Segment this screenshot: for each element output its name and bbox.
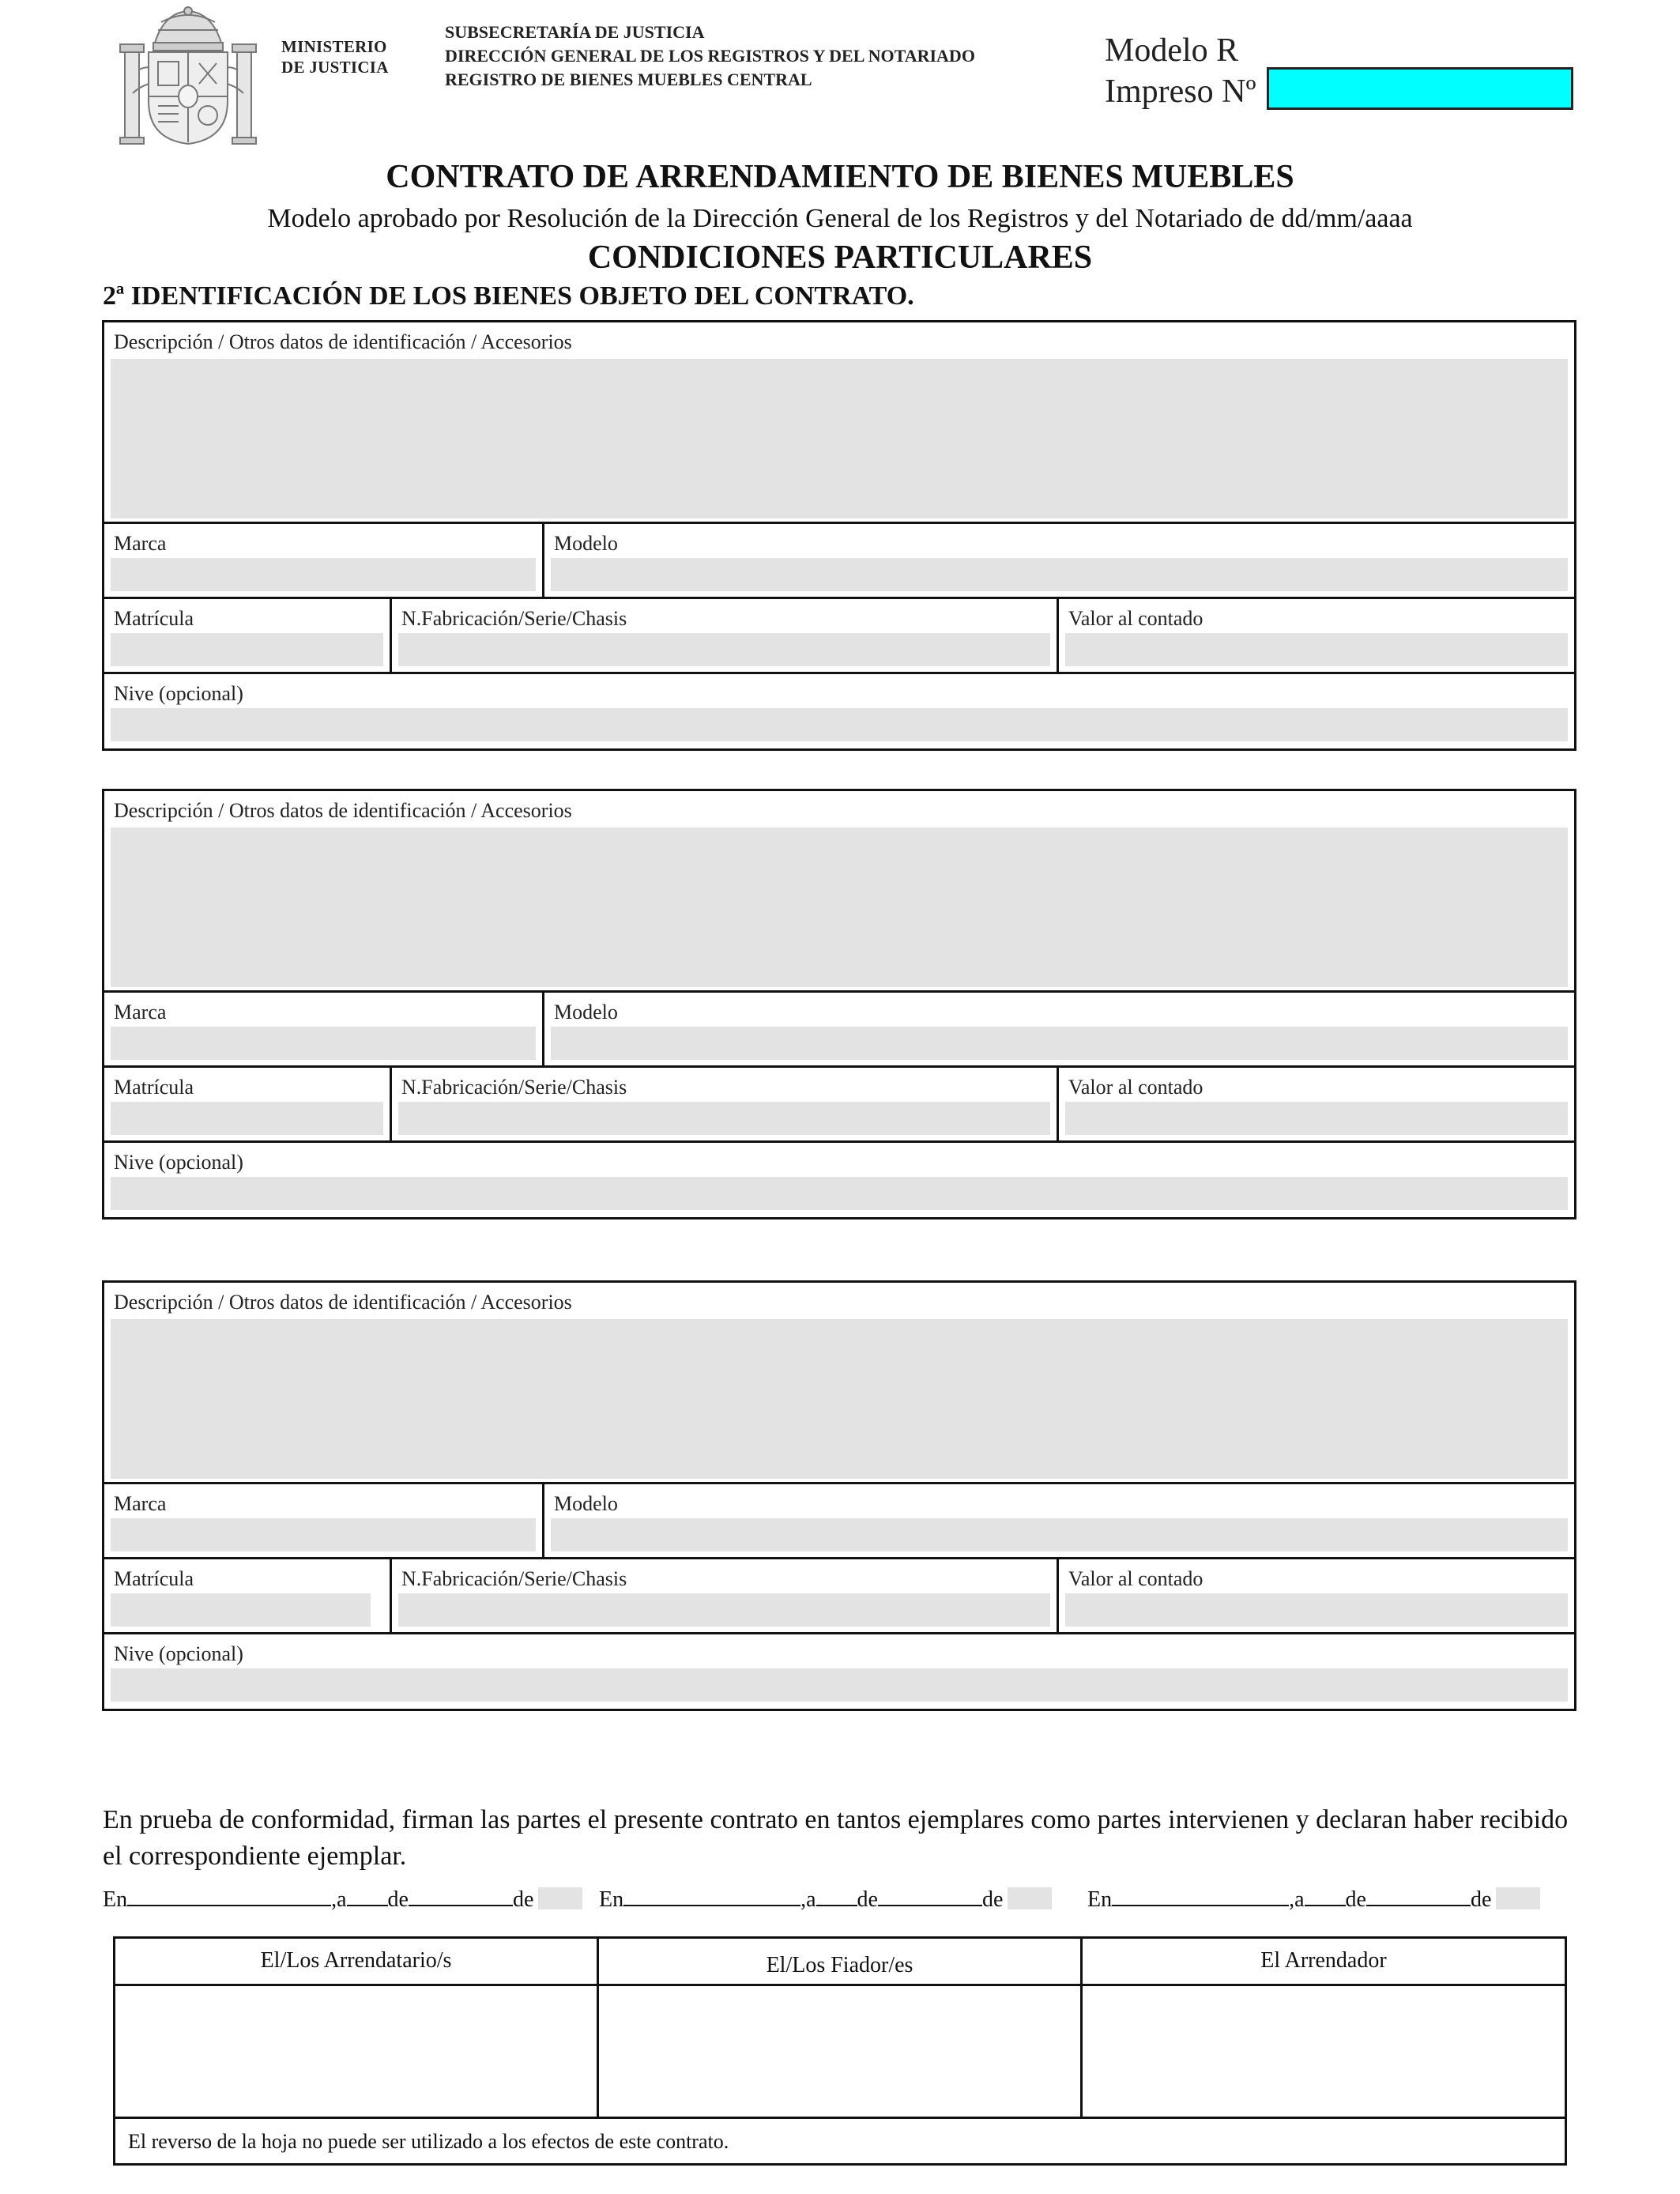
model-field[interactable] bbox=[551, 1518, 1568, 1551]
model-info bbox=[1105, 30, 1256, 112]
description-label: Descripción / Otros datos de identificación / Accesorios bbox=[114, 330, 572, 353]
model-field[interactable] bbox=[551, 1027, 1568, 1060]
plate-field[interactable] bbox=[111, 1102, 383, 1135]
month-field[interactable] bbox=[878, 1886, 982, 1906]
serial-field[interactable] bbox=[398, 1102, 1050, 1135]
day-field[interactable] bbox=[347, 1886, 388, 1906]
plate-label: Matrícula bbox=[114, 1567, 194, 1590]
department-line-3: REGISTRO DE BIENES MUEBLES CENTRAL bbox=[445, 70, 812, 89]
brand-cell bbox=[104, 524, 544, 597]
nive-row bbox=[104, 674, 1574, 749]
plate-field[interactable] bbox=[111, 1593, 371, 1627]
de-label: de bbox=[857, 1887, 878, 1912]
description-field[interactable] bbox=[111, 359, 1568, 518]
guarantor-signature-field[interactable] bbox=[599, 1986, 1083, 2117]
lessor-signature-field[interactable] bbox=[1083, 1986, 1565, 2117]
place-date-line-1 bbox=[103, 1886, 582, 1913]
document-title: CONTRATO DE ARRENDAMIENTO DE BIENES MUEBLES bbox=[386, 159, 1294, 195]
plate-cell bbox=[104, 599, 392, 672]
year-field[interactable] bbox=[1496, 1887, 1540, 1909]
asset-box-2 bbox=[102, 789, 1576, 1220]
brand-label: Marca bbox=[114, 532, 167, 555]
description-label: Descripción / Otros datos de identificación / Accesorios bbox=[114, 799, 572, 822]
value-cell bbox=[1059, 1559, 1574, 1632]
place-field[interactable] bbox=[623, 1886, 800, 1906]
serial-field[interactable] bbox=[398, 633, 1050, 666]
ministry-name bbox=[281, 36, 389, 77]
month-field[interactable] bbox=[1366, 1886, 1471, 1906]
de-label: de bbox=[512, 1887, 534, 1912]
brand-field[interactable] bbox=[111, 558, 536, 591]
a-label: ,a bbox=[331, 1887, 347, 1912]
registration-row bbox=[104, 1559, 1574, 1634]
model-cell bbox=[544, 1484, 1574, 1557]
value-field[interactable] bbox=[1065, 633, 1568, 666]
model-cell bbox=[544, 524, 1574, 597]
section-title: 2ª IDENTIFICACIÓN DE LOS BIENES OBJETO DEL CONTRATO. bbox=[103, 281, 914, 311]
brand-model-row bbox=[104, 993, 1574, 1068]
en-label: En bbox=[1087, 1887, 1113, 1912]
ministry-line-2: DE JUSTICIA bbox=[281, 58, 389, 77]
plate-cell bbox=[104, 1559, 392, 1632]
value-label: Valor al contado bbox=[1068, 1567, 1203, 1590]
nive-row bbox=[104, 1143, 1574, 1218]
registration-row bbox=[104, 1068, 1574, 1143]
serial-cell bbox=[392, 1559, 1059, 1632]
nive-label: Nive (opcional) bbox=[114, 1642, 243, 1665]
en-label: En bbox=[599, 1887, 624, 1912]
plate-label: Matrícula bbox=[114, 1076, 194, 1099]
reverse-notice: El reverso de la hoja no puede ser utilizado a los efectos de este contrato. bbox=[128, 2130, 729, 2153]
brand-cell bbox=[104, 993, 544, 1065]
value-field[interactable] bbox=[1065, 1102, 1568, 1135]
description-row bbox=[104, 791, 1574, 993]
coat-of-arms-logo bbox=[117, 6, 259, 147]
value-label: Valor al contado bbox=[1068, 1076, 1203, 1099]
nive-field[interactable] bbox=[111, 1668, 1568, 1702]
plate-label: Matrícula bbox=[114, 607, 194, 630]
value-field[interactable] bbox=[1065, 1593, 1568, 1627]
description-field[interactable] bbox=[111, 827, 1568, 987]
day-field[interactable] bbox=[816, 1886, 857, 1906]
value-cell bbox=[1059, 599, 1574, 672]
model-label: Modelo bbox=[554, 1001, 618, 1023]
description-row bbox=[104, 1283, 1574, 1484]
nive-label: Nive (opcional) bbox=[114, 1151, 243, 1174]
value-cell bbox=[1059, 1068, 1574, 1140]
conditions-title: CONDICIONES PARTICULARES bbox=[587, 239, 1093, 276]
signature-header bbox=[115, 1939, 1565, 1986]
model-label: Modelo bbox=[554, 1492, 618, 1515]
place-date-line-3 bbox=[1087, 1886, 1540, 1913]
plate-cell bbox=[104, 1068, 392, 1140]
model-cell bbox=[544, 993, 1574, 1065]
department-line-1: SUBSECRETARÍA DE JUSTICIA bbox=[445, 22, 705, 42]
serial-label: N.Fabricación/Serie/Chasis bbox=[401, 1567, 627, 1590]
brand-field[interactable] bbox=[111, 1027, 536, 1060]
description-label: Descripción / Otros datos de identificación / Accesorios bbox=[114, 1291, 572, 1314]
month-field[interactable] bbox=[409, 1886, 513, 1906]
serial-field[interactable] bbox=[398, 1593, 1050, 1627]
serial-cell bbox=[392, 599, 1059, 672]
de-label: de bbox=[981, 1887, 1004, 1912]
value-label: Valor al contado bbox=[1068, 607, 1203, 630]
lessee-signature-field[interactable] bbox=[115, 1986, 599, 2117]
day-field[interactable] bbox=[1305, 1886, 1346, 1906]
year-field[interactable] bbox=[1008, 1887, 1052, 1909]
brand-label: Marca bbox=[114, 1001, 167, 1023]
impreso-number-field[interactable] bbox=[1267, 67, 1573, 110]
de-label: de bbox=[1470, 1887, 1492, 1912]
signature-table bbox=[113, 1936, 1567, 2166]
lessor-header: El Arrendador bbox=[1260, 1948, 1387, 1973]
brand-cell bbox=[104, 1484, 544, 1557]
signature-body bbox=[115, 1986, 1565, 2119]
description-field[interactable] bbox=[111, 1319, 1568, 1479]
brand-field[interactable] bbox=[111, 1518, 536, 1551]
en-label: En bbox=[103, 1887, 128, 1912]
asset-box-1 bbox=[102, 320, 1576, 751]
description-row bbox=[104, 322, 1574, 524]
nive-row bbox=[104, 1634, 1574, 1710]
a-label: ,a bbox=[1289, 1887, 1305, 1912]
model-label: Modelo bbox=[554, 532, 618, 555]
model-label: Modelo R bbox=[1105, 32, 1239, 69]
department-header bbox=[445, 21, 975, 92]
place-field[interactable] bbox=[1112, 1886, 1289, 1906]
brand-label: Marca bbox=[114, 1492, 167, 1515]
plate-field[interactable] bbox=[111, 633, 383, 666]
brand-model-row bbox=[104, 1484, 1574, 1559]
de-label: de bbox=[1345, 1887, 1366, 1912]
nive-label: Nive (opcional) bbox=[114, 682, 243, 705]
lessee-header: El/Los Arrendatario/s bbox=[115, 1939, 599, 1984]
model-field[interactable] bbox=[551, 558, 1568, 591]
a-label: ,a bbox=[800, 1887, 816, 1912]
ministry-line-1: MINISTERIO bbox=[281, 37, 387, 56]
place-date-line-2 bbox=[599, 1886, 1052, 1913]
serial-cell bbox=[392, 1068, 1059, 1140]
guarantor-header: El/Los Fiador/es bbox=[599, 1939, 1083, 1984]
impreso-label: Impreso Nº bbox=[1105, 74, 1256, 110]
registration-row bbox=[104, 599, 1574, 674]
de-label: de bbox=[387, 1887, 409, 1912]
nive-field[interactable] bbox=[111, 1177, 1568, 1210]
asset-box-3 bbox=[102, 1280, 1576, 1711]
nive-field[interactable] bbox=[111, 708, 1568, 741]
place-field[interactable] bbox=[127, 1886, 331, 1906]
approval-note: Modelo aprobado por Resolución de la Dirección General de los Registros y del Notariado de dd/mm/aaaa bbox=[267, 204, 1413, 233]
serial-label: N.Fabricación/Serie/Chasis bbox=[401, 607, 627, 630]
year-field[interactable] bbox=[538, 1887, 582, 1909]
department-line-2: DIRECCIÓN GENERAL DE LOS REGISTROS Y DEL NOTARIADO bbox=[445, 46, 975, 66]
closing-statement: En prueba de conformidad, firman las partes el presente contrato en tantos ejemplares como partes intervienen y declaran haber recibido el correspondiente ejemplar. bbox=[103, 1805, 1569, 1871]
brand-model-row bbox=[104, 524, 1574, 599]
serial-label: N.Fabricación/Serie/Chasis bbox=[401, 1076, 627, 1099]
